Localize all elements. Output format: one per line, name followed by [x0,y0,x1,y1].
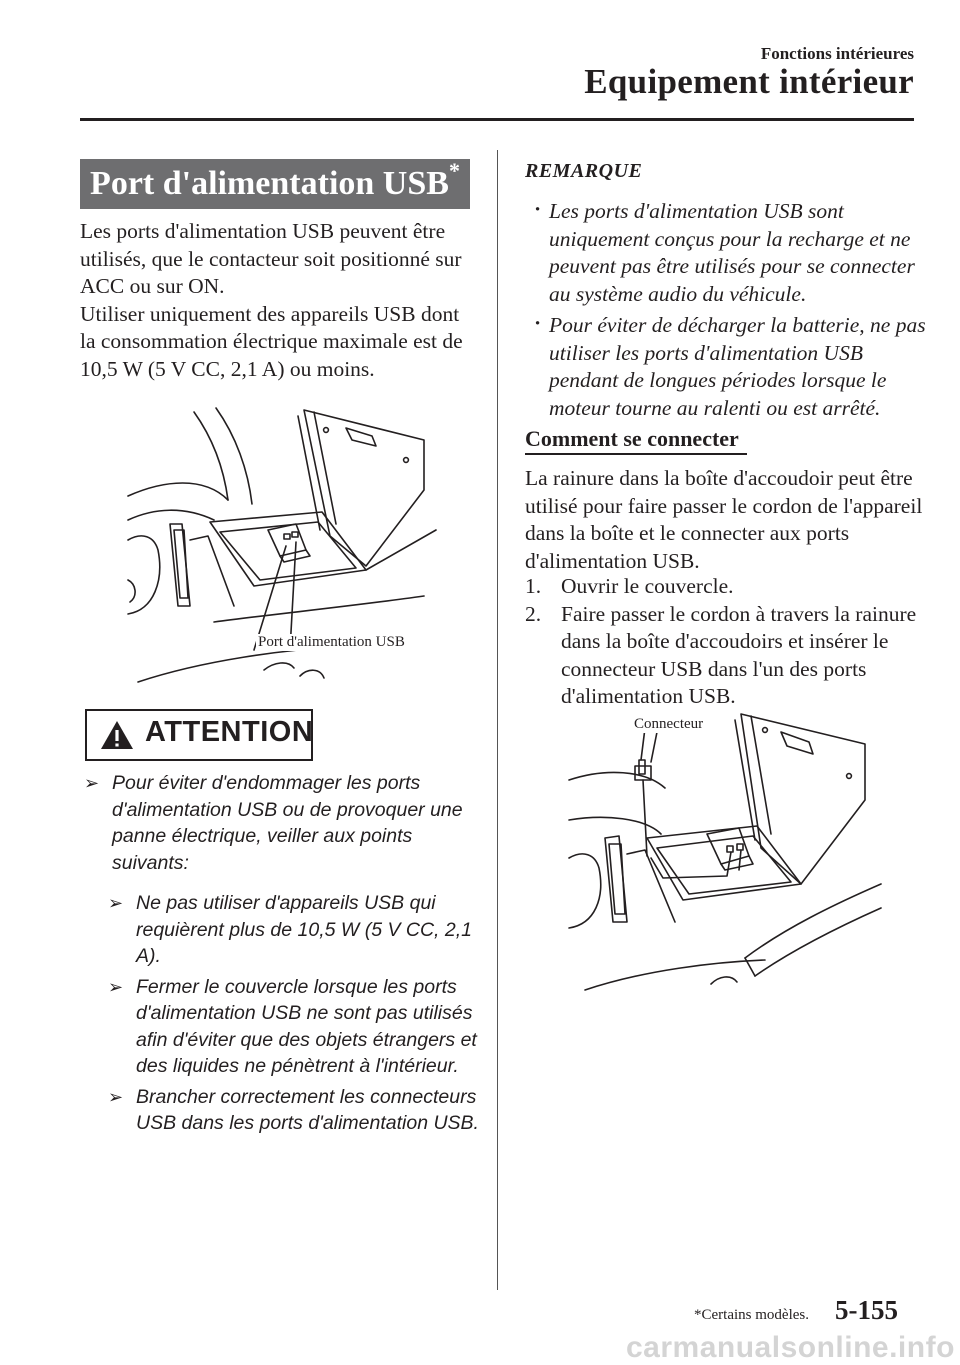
remark-item [534,198,926,308]
intro-paragraph: Les ports d'alimentation USB peuvent être utilisés, que le contacteur soit positionné sur ACC ou sur ON. [80,219,462,298]
connect-heading-underline [525,453,747,455]
attention-item [108,890,488,970]
step-list [525,573,925,711]
watermark: carmanualsonline.info [626,1331,955,1364]
arrow-bullet-icon: ➢ [84,773,100,793]
attention-title: ATTENTION [145,716,314,748]
connector-label: Connecteur [634,716,704,732]
attention-item-text: Fermer le couvercle lorsque les ports d'alimentation USB ne sont pas utilisés afin d'éviter que des objets étrangers et des liquides ne pénètrent à l'intérieur. [136,975,477,1077]
remark-text: Pour éviter de décharger la batterie, ne pas utiliser les ports d'alimentation USB pendant de longues périodes lorsque le moteur tourne au ralenti ou est arrêté. [549,313,926,420]
footnote: *Certains modèles. [694,1307,809,1323]
bullet-dot-icon: · [534,311,542,335]
remark-text: Les ports d'alimentation USB sont uniquement conçus pour la recharge et ne peuvent pas être utilisés pour se connecter au système audio du véhicule. [549,199,915,306]
intro-paragraph: Utiliser uniquement des appareils USB dont la consommation électrique maximale est de 10,5 W (5 V CC, 2,1 A) ou moins. [80,301,463,381]
step-item [525,601,925,711]
attention-main-text: Pour éviter d'endommager les ports d'alimentation USB ou de provoquer une panne électrique, veiller aux points suivants: [112,772,463,874]
usb-port-label: Port d'alimentation USB [258,634,405,650]
remark-title: REMARQUE [525,160,643,182]
attention-list [108,890,488,1141]
arrow-bullet-icon: ➢ [108,893,124,913]
attention-item-text: Brancher correctement les connecteurs USB dans les ports d'alimentation USB. [136,1085,479,1134]
step-item [525,573,925,601]
intro-text [80,218,480,383]
attention-item [108,974,488,1080]
attention-item [108,1084,488,1137]
page-number: 5-155 [835,1295,898,1325]
column-divider [497,150,498,1290]
step-text: Ouvrir le couvercle. [561,574,734,598]
warning-icon [99,719,135,751]
connect-heading: Comment se connecter [525,426,739,451]
header-title: Equipement intérieur [584,62,914,101]
bullet-dot-icon: · [534,197,542,221]
section-title [80,159,470,209]
arrow-bullet-icon: ➢ [108,1086,124,1107]
connector-illustration [565,708,885,1003]
connect-description: La rainure dans la boîte d'accoudoir peut être utilisé pour faire passer le cordon de l'appareil dans la boîte et le connecter aux ports d'alimentation USB. [525,466,923,573]
step-number: 1. [525,574,542,598]
attention-main [84,770,484,876]
remark-item [534,312,926,422]
arrow-bullet-icon: ➢ [108,976,124,997]
attention-main-item [84,770,484,876]
section-title-text: Port d'alimentation USB [90,165,449,202]
step-text: Faire passer le cordon à travers la rainure dans la boîte d'accoudoirs et insérer le connecteur USB dans l'un des ports d'alimentation USB. [561,601,917,708]
attention-box [85,709,313,761]
header-section: Fonctions intérieures [760,44,914,63]
step-number: 2. [525,601,542,626]
attention-item-text: Ne pas utiliser d'appareils USB qui requièrent plus de 10,5 W (5 V CC, 2,1 A). [136,892,473,967]
section-title-mark: * [448,157,460,183]
header-rule [80,118,914,121]
remark-list [534,198,926,426]
